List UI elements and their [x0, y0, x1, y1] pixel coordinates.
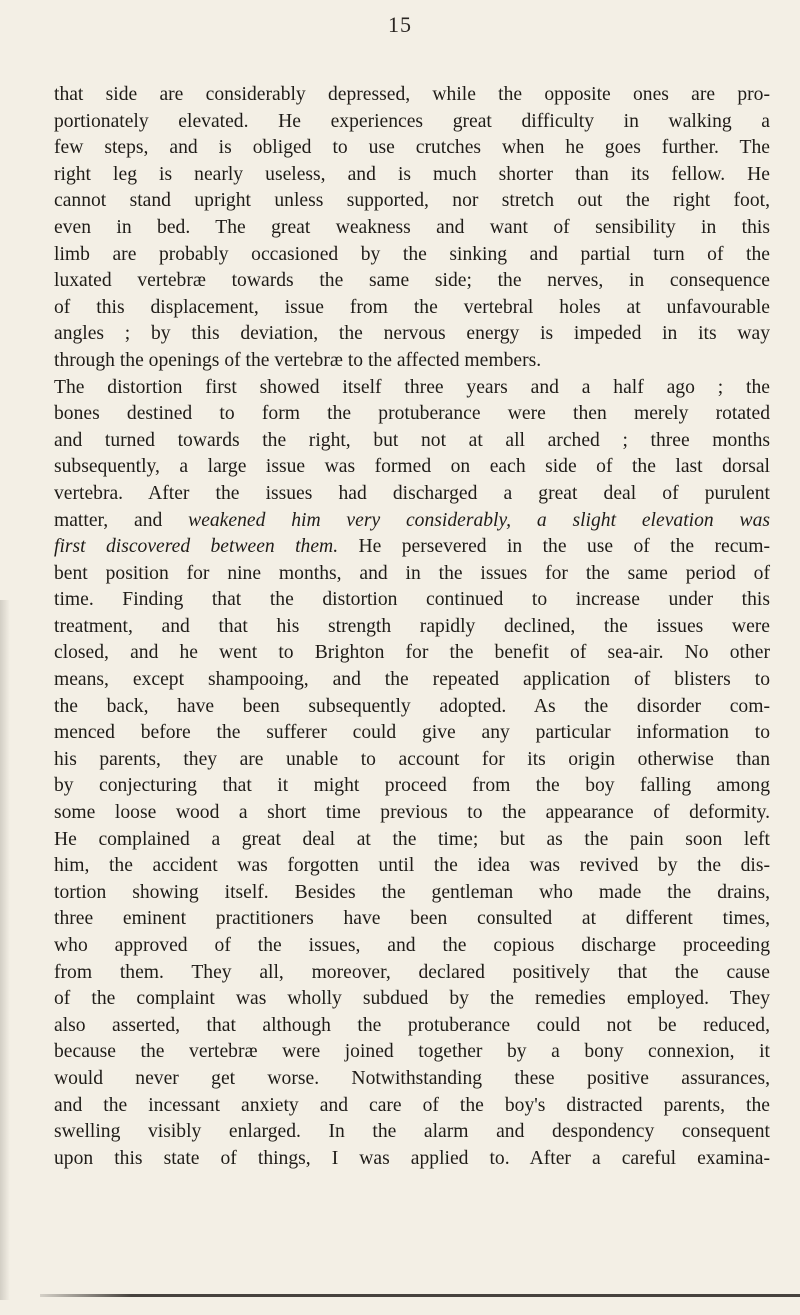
text-line: [54, 242, 770, 269]
text-line: [54, 640, 770, 667]
text-line: [54, 587, 770, 614]
text-line: [54, 1013, 770, 1040]
text-span: some loose wood a short time previous to the appearance of deformity.: [54, 802, 770, 824]
text-span: bones destined to form the protuberance were then merely rotated: [54, 403, 770, 425]
italic-text-span: weakened him very considerably, a slight elevation was: [188, 509, 770, 531]
text-line: [54, 827, 770, 854]
text-line: [54, 561, 770, 588]
text-span: because the vertebræ were joined together by a bony connexion, it: [54, 1041, 770, 1063]
text-span: also asserted, that although the protuberance could not be reduced,: [54, 1014, 770, 1036]
text-line: [54, 82, 770, 109]
italic-text-span: first discovered between them.: [54, 536, 339, 558]
text-line: [54, 454, 770, 481]
text-span: closed, and he went to Brighton for the benefit of sea-air. No other: [54, 642, 770, 664]
text-span: him, the accident was forgotten until the idea was revived by the dis-: [54, 855, 770, 877]
text-line: [54, 215, 770, 242]
text-span: means, except shampooing, and the repeated application of blisters to: [54, 669, 770, 691]
text-span: his parents, they are unable to account for its origin otherwise than: [54, 748, 770, 770]
text-line: [54, 1066, 770, 1093]
text-line: [54, 321, 770, 348]
text-span: limb are probably occasioned by the sinking and partial turn of the: [54, 243, 770, 265]
text-line: [54, 188, 770, 215]
text-span: subsequently, a large issue was formed on each side of the last dorsal: [54, 456, 770, 478]
text-span: of this displacement, issue from the vertebral holes at unfavourable: [54, 296, 770, 318]
text-line: [54, 1146, 770, 1173]
text-span: matter, and: [54, 509, 189, 531]
text-span: tortion showing itself. Besides the gentleman who made the drains,: [54, 881, 770, 903]
text-span: portionately elevated. He experiences great difficulty in walking a: [54, 110, 770, 132]
text-span: of the complaint was wholly subdued by the remedies employed. They: [54, 988, 770, 1010]
text-span: treatment, and that his strength rapidly declined, the issues were: [54, 615, 770, 637]
text-line: [54, 428, 770, 455]
text-line: [54, 135, 770, 162]
text-span: three eminent practitioners have been consulted at different times,: [54, 908, 770, 930]
text-line: [54, 481, 770, 508]
text-line: [54, 747, 770, 774]
page-edge-shadow: [0, 600, 10, 1300]
text-line: [54, 933, 770, 960]
text-span: He complained a great deal at the time; but as the pain soon left: [54, 828, 770, 850]
text-span: and turned towards the right, but not at all arched ; three months: [54, 429, 770, 451]
text-line: [54, 614, 770, 641]
text-line: [54, 667, 770, 694]
text-line: [54, 960, 770, 987]
text-span: few steps, and is obliged to use crutches when he goes further. The: [54, 137, 770, 159]
text-span: that side are considerably depressed, while the opposite ones are pro-: [54, 84, 770, 105]
text-line: [54, 348, 770, 375]
text-line: [54, 800, 770, 827]
text-line: [54, 720, 770, 747]
text-span: swelling visibly enlarged. In the alarm and despondency consequent: [54, 1121, 770, 1143]
text-span: vertebra. After the issues had discharged a great deal of purulent: [54, 482, 770, 504]
text-line: [54, 694, 770, 721]
text-line: [54, 162, 770, 189]
text-line: [54, 986, 770, 1013]
text-span: The distortion first showed itself three years and a half ago ; the: [54, 376, 770, 398]
text-line: [54, 375, 770, 402]
text-span: by conjecturing that it might proceed from the boy falling among: [54, 775, 770, 797]
page-number: 15: [388, 12, 412, 37]
text-line: [54, 773, 770, 800]
text-span: bent position for nine months, and in the issues for the same period of: [54, 562, 770, 584]
text-span: from them. They all, moreover, declared positively that the cause: [54, 961, 770, 983]
page-bottom-edge: [40, 1294, 800, 1297]
text-line: [54, 401, 770, 428]
text-span: through the openings of the vertebræ to the affected members.: [54, 349, 542, 371]
text-span: would never get worse. Notwithstanding these positive assurances,: [54, 1067, 770, 1089]
text-span: the back, have been subsequently adopted. As the disorder com-: [54, 695, 770, 717]
text-line: [54, 1093, 770, 1120]
text-span: angles ; by this deviation, the nervous energy is impeded in its way: [54, 323, 770, 345]
text-span: even in bed. The great weakness and want of sensibility in this: [54, 216, 770, 238]
body-text: [54, 82, 770, 1172]
text-line: [54, 109, 770, 136]
text-line: [54, 880, 770, 907]
text-span: time. Finding that the distortion continued to increase under this: [54, 589, 770, 611]
text-line: [54, 853, 770, 880]
text-line: [54, 1039, 770, 1066]
text-span: cannot stand upright unless supported, nor stretch out the right foot,: [54, 190, 770, 212]
text-span: luxated vertebræ towards the same side; the nerves, in consequence: [54, 270, 770, 292]
text-span: menced before the sufferer could give any particular information to: [54, 722, 770, 744]
text-line: [54, 295, 770, 322]
text-span: and the incessant anxiety and care of the boy's distracted parents, the: [54, 1094, 770, 1116]
text-line: [54, 534, 770, 561]
text-span: who approved of the issues, and the copious discharge proceeding: [54, 935, 770, 956]
text-line: [54, 906, 770, 933]
text-span: right leg is nearly useless, and is much shorter than its fellow. He: [54, 163, 770, 185]
text-span: upon this state of things, I was applied to. After a careful examina-: [54, 1147, 770, 1169]
text-line: [54, 268, 770, 295]
text-line: [54, 1119, 770, 1146]
text-line: [54, 508, 770, 535]
text-span: He persevered in the use of the recum-: [338, 536, 770, 558]
